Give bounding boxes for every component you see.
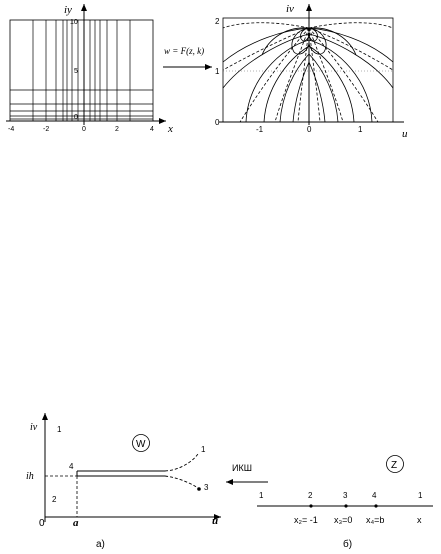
w-plane-label: W (136, 439, 146, 450)
z-plane-y-tick-10: 10 (70, 19, 78, 26)
z-plane-grid-plot (6, 4, 173, 135)
z-plane-horizontal-lines (10, 90, 153, 119)
w-schematic-v-axis-label: iv (30, 422, 38, 433)
z-plane-y-axis-label: iy (64, 4, 72, 16)
w-plane-u-axis-label: u (402, 128, 408, 140)
mapping-label: w = F(z, k) (164, 46, 205, 56)
w-plane-conformal-plot (215, 3, 408, 140)
w-plane-schematic (26, 413, 221, 550)
w-schematic-point-3-dot (197, 487, 201, 491)
z-schematic-point-1-right: 1 (418, 491, 423, 500)
w-plane-level-curves (223, 28, 393, 122)
z-plane-vertical-lines (33, 20, 130, 121)
caption-a: а) (96, 539, 105, 550)
z-schematic-x2-dot (309, 504, 312, 507)
w-schematic-point-3: 3 (204, 483, 209, 492)
inverse-mapping-arrow (226, 463, 268, 482)
w-schematic-point-2: 2 (52, 495, 57, 504)
w-plane-x-tick-m1: -1 (256, 125, 264, 134)
z-schematic-x-axis-label: x (417, 515, 422, 525)
z-plane-x-axis-label: x (168, 123, 173, 135)
w-plane-x-tick-0: 0 (307, 125, 312, 134)
w-plane-v-axis-label: iv (286, 3, 294, 15)
z-plane-x-tick-4: 4 (150, 126, 154, 133)
z-schematic-point-1-left: 1 (259, 491, 264, 500)
z-plane-x-tick-m2: -2 (43, 126, 50, 133)
w-schematic-point-1-curve: 1 (201, 445, 206, 454)
z-plane-y-tick-5: 5 (74, 68, 78, 75)
z-schematic-point-4: 4 (372, 491, 377, 500)
inverse-mapping-label: ИКШ (232, 463, 252, 473)
w-schematic-u-axis-label: u (212, 515, 219, 527)
w-schematic-point-4: 4 (69, 462, 74, 471)
z-schematic-x2-label: x₂= -1 (294, 515, 318, 525)
w-plane-x-tick-1: 1 (358, 125, 363, 134)
z-schematic-point-3: 3 (343, 491, 348, 500)
z-schematic-x3-dot (344, 504, 347, 507)
w-schematic-point-1-top: 1 (57, 425, 62, 434)
w-plane-y-tick-1: 1 (215, 67, 220, 76)
z-plane-x-tick-0: 0 (82, 126, 86, 133)
w-schematic-ih-label: ih (26, 471, 34, 482)
w-plane-y-tick-2: 2 (215, 17, 220, 26)
w-schematic-origin-label: 0 (39, 518, 45, 529)
z-schematic-point-2: 2 (308, 491, 313, 500)
w-plane-y-tick-0: 0 (215, 118, 220, 127)
z-plane-schematic (257, 456, 433, 551)
z-plane-label: Z (391, 460, 398, 471)
z-schematic-x4-label: x₄=b (366, 515, 385, 525)
z-plane-frame (10, 20, 153, 121)
mapping-arrow (163, 46, 212, 67)
z-plane-x-tick-m4: -4 (8, 126, 15, 133)
z-schematic-x3-label: x₃=0 (334, 515, 353, 525)
caption-b: б) (343, 539, 353, 550)
z-plane-x-tick-2: 2 (115, 126, 119, 133)
w-schematic-a-label: a (73, 517, 79, 529)
z-schematic-x4-dot (374, 504, 377, 507)
z-plane-y-tick-0: 0 (74, 114, 78, 121)
